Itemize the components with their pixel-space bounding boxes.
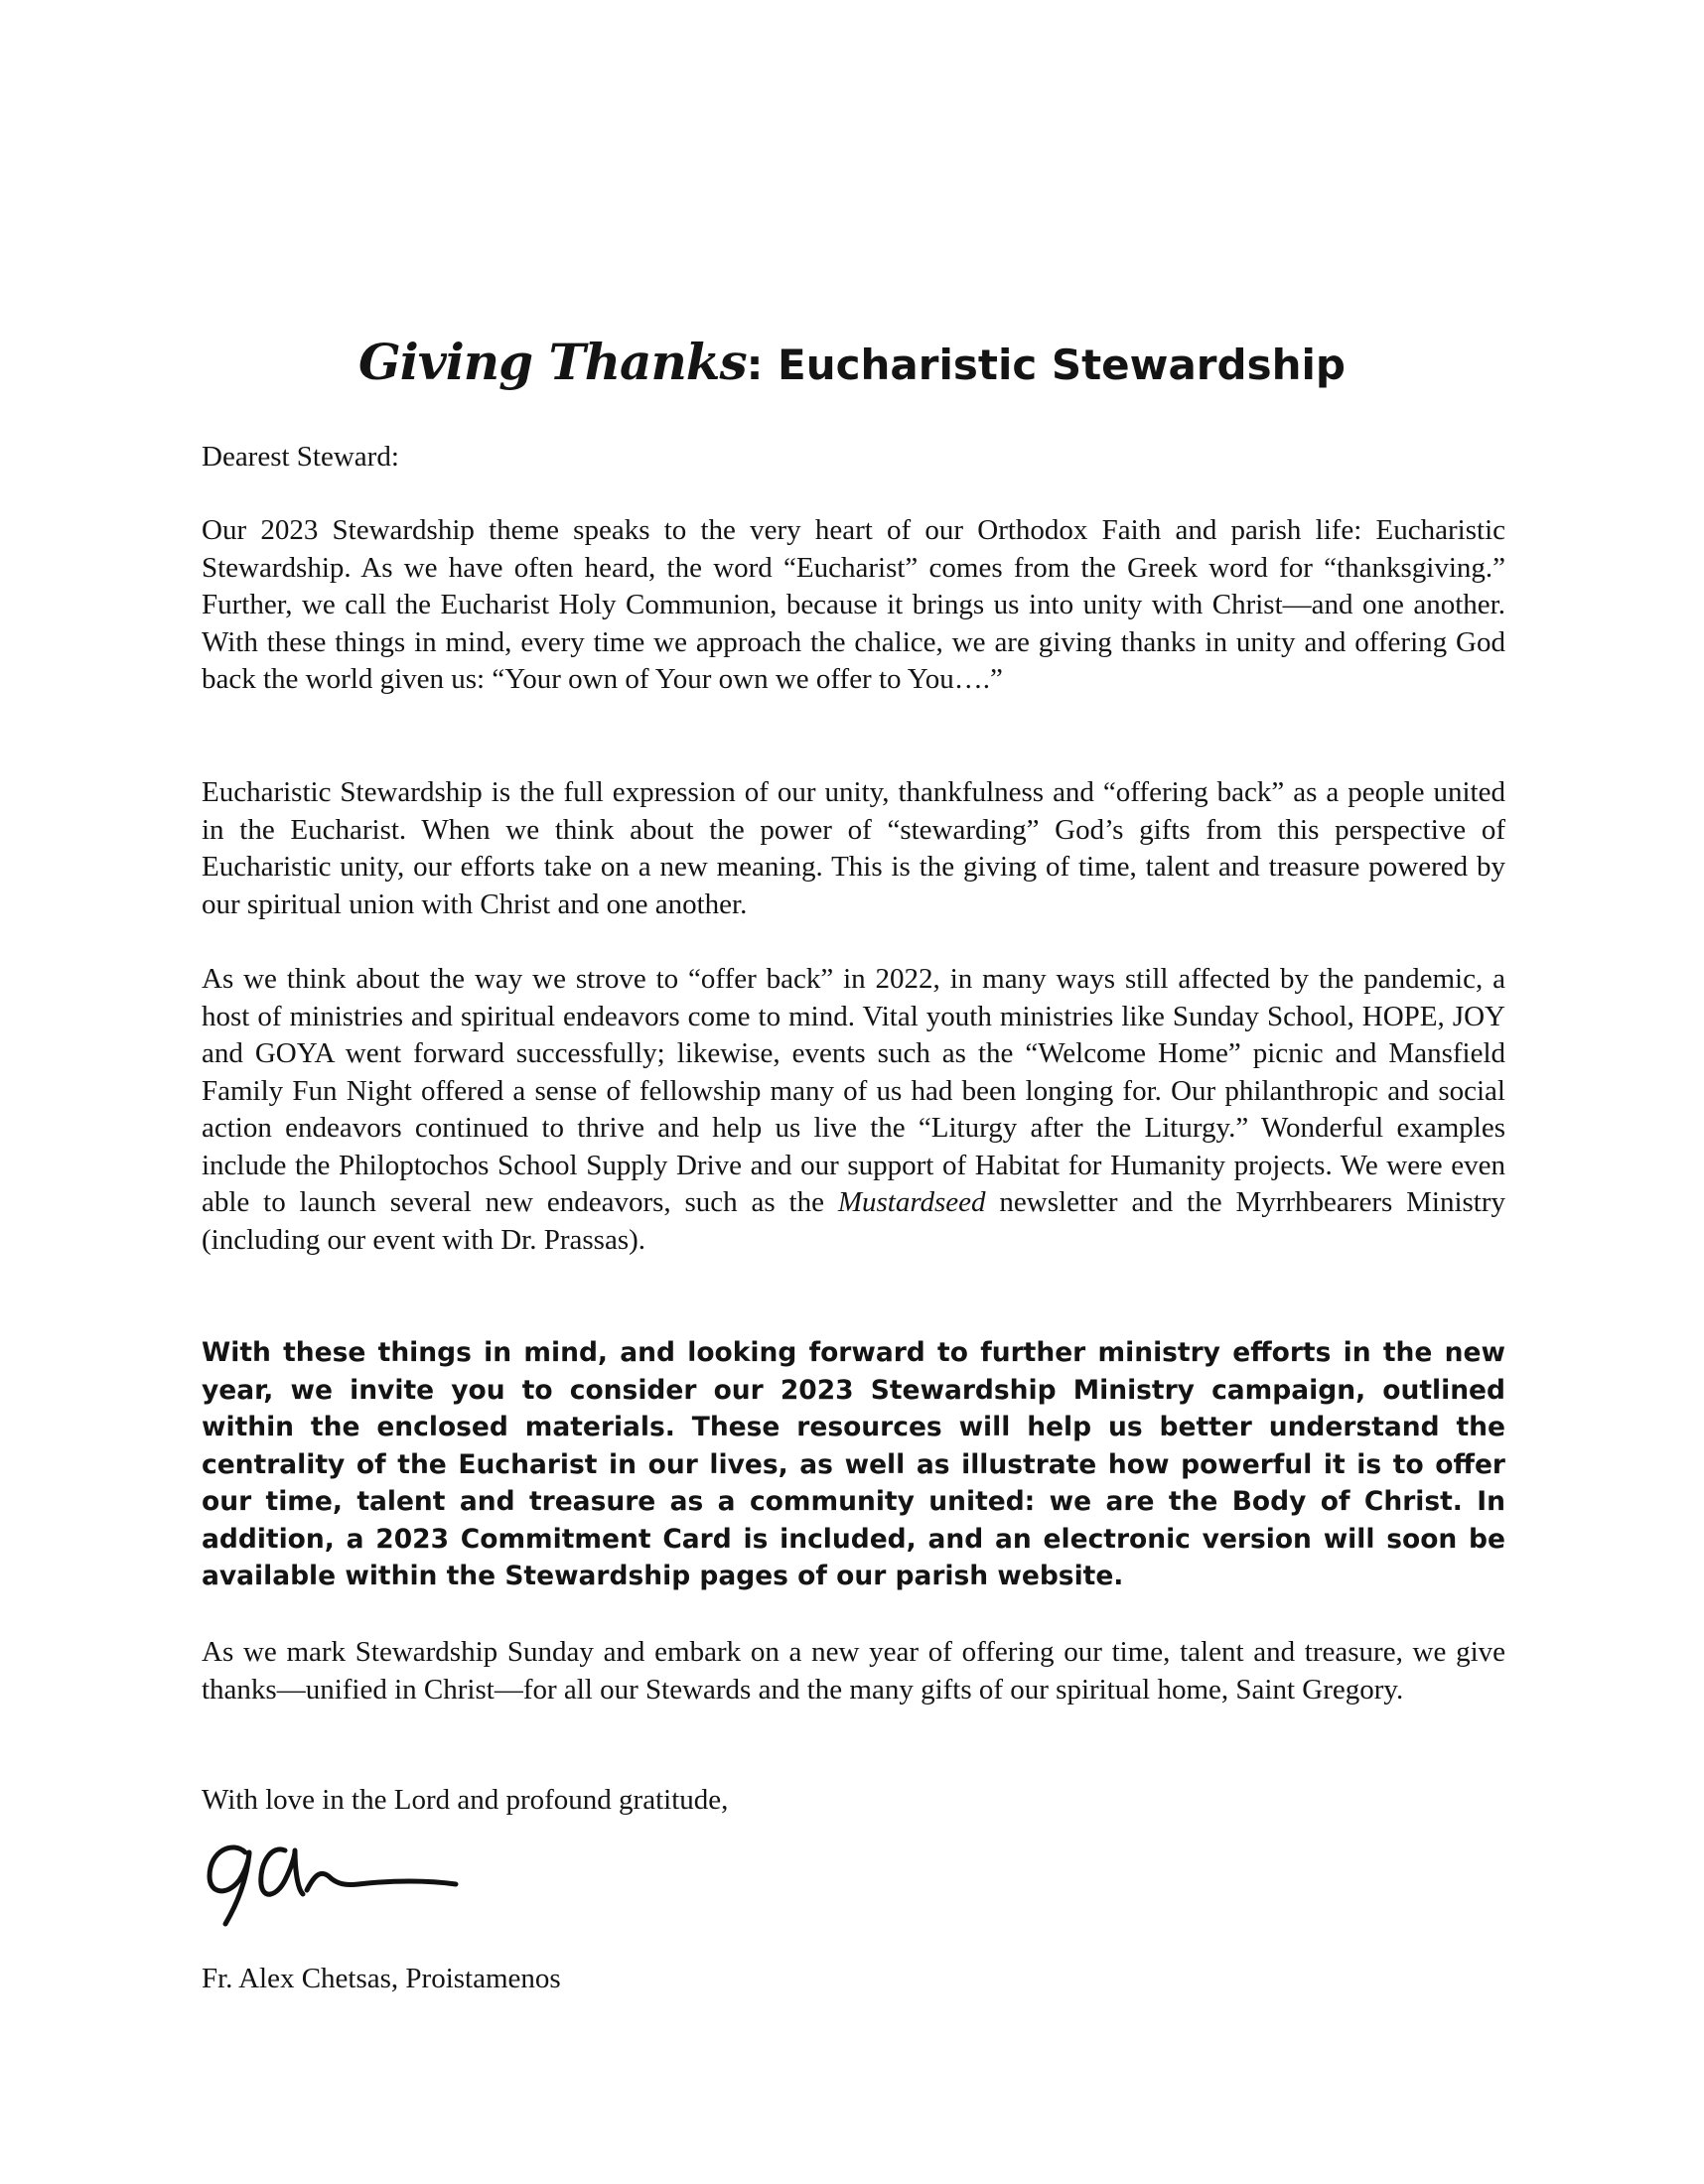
paragraph-1: Our 2023 Stewardship theme speaks to the very heart of our Orthodox Faith and parish life: Eucharistic Stewardship. As we have often heard, the word “Eucharist” comes from the Greek word for “thanksgiving.” Further, we call the Eucharist Holy Communion, because it brings us into unity with Christ—and one another. With these things in mind, every time we approach the chalice, we are giving thanks in unity and offering God back the world given us: “Your own of Your own we offer to You….” <box>202 514 1505 695</box>
signer-name: Fr. Alex Chetsas, Proistamenos <box>202 1963 561 1994</box>
salutation: Dearest Steward: <box>202 441 399 473</box>
signature-image <box>204 1825 462 1934</box>
closing-line: With love in the Lord and profound gratitude, <box>202 1784 729 1816</box>
paragraph-4-bold: With these things in mind, and looking forward to further ministry efforts in the new year, we invite you to consider our 2023 Stewardship Ministry campaign, outlined within the enclosed materials. These resources will help us better understand the centrality of the Eucharist in our lives, as well as illustrate how powerful it is to offer our time, talent and treasure as a community united: we are the Body of Christ. In addition, a 2023 Commitment Card is included, and an electronic version will soon be available within the Stewardship pages of our parish website. <box>202 1337 1505 1591</box>
newsletter-name: Mustardseed <box>837 1186 986 1218</box>
paragraph-3-text-b: newsletter and the Myrrhbearers Ministry (including our event with Dr. Prassas). <box>202 1186 1506 1256</box>
title-script-text: Giving Thanks <box>358 333 747 391</box>
title-main-text: : Eucharistic Stewardship <box>746 341 1346 389</box>
paragraph-3 <box>202 961 1505 1259</box>
paragraph-5: As we mark Stewardship Sunday and embark on a new year of offering our time, talent and treasure, we give thanks—unified in Christ—for all our Stewards and the many gifts of our spiritual home, Saint Gregory. <box>202 1636 1505 1706</box>
page-title <box>0 328 1704 410</box>
paragraph-3-text-a: As we think about the way we strove to “offer back” in 2022, in many ways still affected by the pandemic, a host of ministries and spiritual endeavors come to mind. Vital youth ministries like Sunday School, HOPE, JOY and GOYA went forward successfully; likewise, events such as the “Welcome Home” picnic and Mansfield Family Fun Night offered a sense of fellowship many of us had been longing for. Our philanthropic and social action endeavors continued to thrive and help us live the “Liturgy after the Liturgy.” Wonderful examples include the Philoptochos School Supply Drive and our support of Habitat for Humanity projects. We were even able to launch several new endeavors, such as the <box>202 963 1505 1218</box>
paragraph-2: Eucharistic Stewardship is the full expression of our unity, thankfulness and “offering back” as a people united in the Eucharist. When we think about the power of “stewarding” God’s gifts from this perspective of Eucharistic unity, our efforts take on a new meaning. This is the giving of time, talent and treasure powered by our spiritual union with Christ and one another. <box>202 776 1505 920</box>
